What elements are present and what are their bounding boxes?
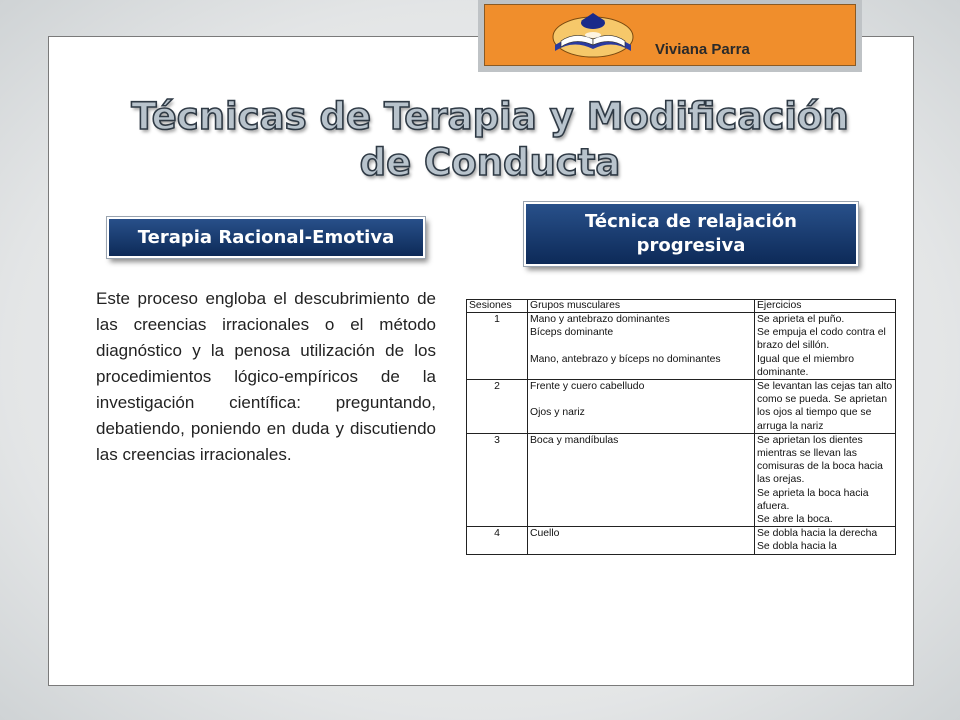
session-number: 3 [467,433,528,526]
exercises-text: Se dobla hacia la derecha Se dobla hacia la [757,528,878,553]
muscle-groups-cell [528,313,755,380]
section-heading-progressive-relaxation: Técnica de relajación progresiva [524,202,858,266]
description-paragraph: Este proceso engloba el descubrimiento de las creencias irracionales o el método diagnóstico y la penosa utilización de los procedimientos lógico-empíricos de la investigación científica: preguntando, debatiendo, poniendo en duda y discutiendo las creencias irracionales. [96,289,436,464]
column-header-muscle-groups: Grupos musculares [528,300,755,313]
table-row [467,433,896,526]
exercises-text: Se aprieta el puño. Se empuja el codo contra el brazo del sillón. Igual que el miembro dominante. [757,314,886,378]
exercises-cell [755,527,896,554]
muscle-groups-cell [528,433,755,526]
relaxation-sessions-table [466,299,896,555]
session-number: 1 [467,313,528,380]
muscle-groups-cell [528,527,755,554]
table-row [467,380,896,434]
exercises-cell [755,380,896,434]
muscle-groups-text: Boca y mandíbulas [530,434,619,446]
exercises-cell [755,313,896,380]
table-row [467,313,896,380]
muscle-groups-text: Mano y antebrazo dominantes Bíceps dominante Mano, antebrazo y bíceps no dominantes [530,314,721,365]
header-banner [484,4,856,66]
section-heading-rational-emotive: Terapia Racional-Emotiva [107,217,425,258]
header-logo-box [478,0,862,72]
session-number: 2 [467,380,528,434]
exercises-text: Se levantan las cejas tan alto como se pueda. Se aprietan los ojos al tiempo que se arruga la nariz [757,381,893,432]
author-name: Viviana Parra [655,41,750,58]
exercises-cell [755,433,896,526]
column-header-exercises: Ejercicios [755,300,896,313]
table-row [467,527,896,554]
session-number: 4 [467,527,528,554]
table-header-row [467,300,896,313]
page-title: Técnicas de Terapia y Modificación de Conducta [131,95,849,184]
exercises-text: Se aprietan los dientes mientras se llevan las comisuras de la boca hacia las orejas. Se aprieta la boca hacia afuera. Se abre la boca. [757,434,883,526]
muscle-groups-text: Frente y cuero cabelludo Ojos y nariz [530,381,645,419]
muscle-groups-cell [528,380,755,434]
column-header-sessions: Sesiones [467,300,528,313]
muscle-groups-text: Cuello [530,528,560,540]
book-logo-icon [547,7,639,59]
